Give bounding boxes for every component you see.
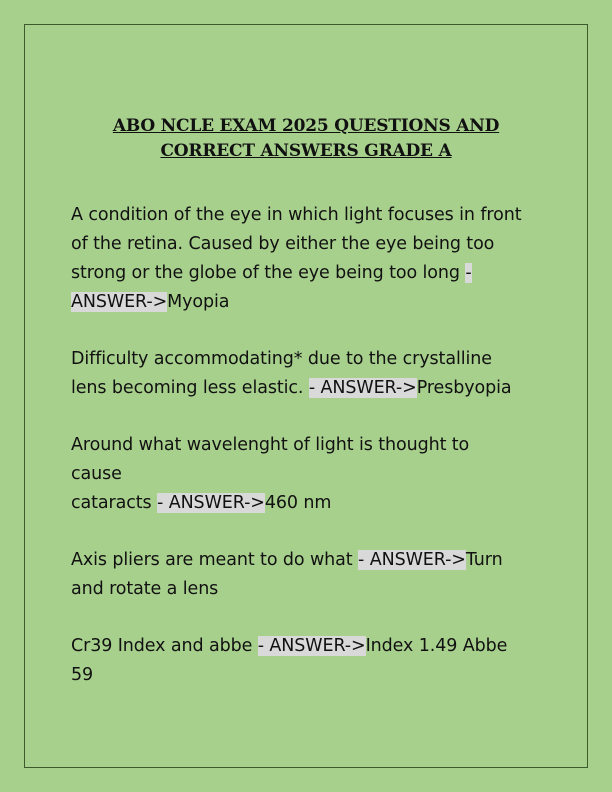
answer-marker: - [465,263,472,283]
answer-text: 460 nm [264,493,332,513]
answer-marker: - ANSWER-> [308,378,417,398]
answer-marker: ANSWER-> [71,292,168,312]
title-line-1: ABO NCLE EXAM 2025 QUESTIONS AND [112,116,500,136]
title-line-2: CORRECT ANSWERS GRADE A [160,141,452,161]
answer-text: Index 1.49 Abbe [365,636,508,656]
question-text: cataracts [71,493,158,513]
question-line [71,374,551,403]
question-line [71,259,551,288]
qa-item-1 [71,201,551,317]
answer-marker: - ANSWER-> [358,550,466,570]
question-text: strong or the globe of the eye being too long [71,263,466,283]
question-line [71,632,551,661]
answer-line: 59 [71,665,94,685]
question-line [71,546,551,575]
qa-item-5 [71,632,551,690]
qa-item-2 [71,345,551,403]
question-text: Axis pliers are meant to do what [71,550,359,570]
answer-marker: - ANSWER-> [157,493,265,513]
question-line: Difficulty accommodating* due to the crystalline [71,349,492,369]
answer-line [71,288,551,317]
answer-text: Presbyopia [416,378,512,398]
answer-text: Myopia [167,292,230,312]
question-line: A condition of the eye in which light focuses in front [71,205,522,225]
question-text: lens becoming less elastic. [71,378,309,398]
question-line: of the retina. Caused by either the eye being too [71,234,495,254]
answer-text: Turn [465,550,503,570]
answer-marker: - ANSWER-> [257,636,366,656]
answer-line: and rotate a lens [71,579,219,599]
qa-item-4 [71,546,551,604]
question-line [71,489,551,518]
document-title [90,114,522,164]
question-line: cause [71,464,122,484]
question-line: Around what wavelenght of light is thought to [71,435,470,455]
question-text: Cr39 Index and abbe [71,636,258,656]
qa-item-3 [71,431,551,518]
